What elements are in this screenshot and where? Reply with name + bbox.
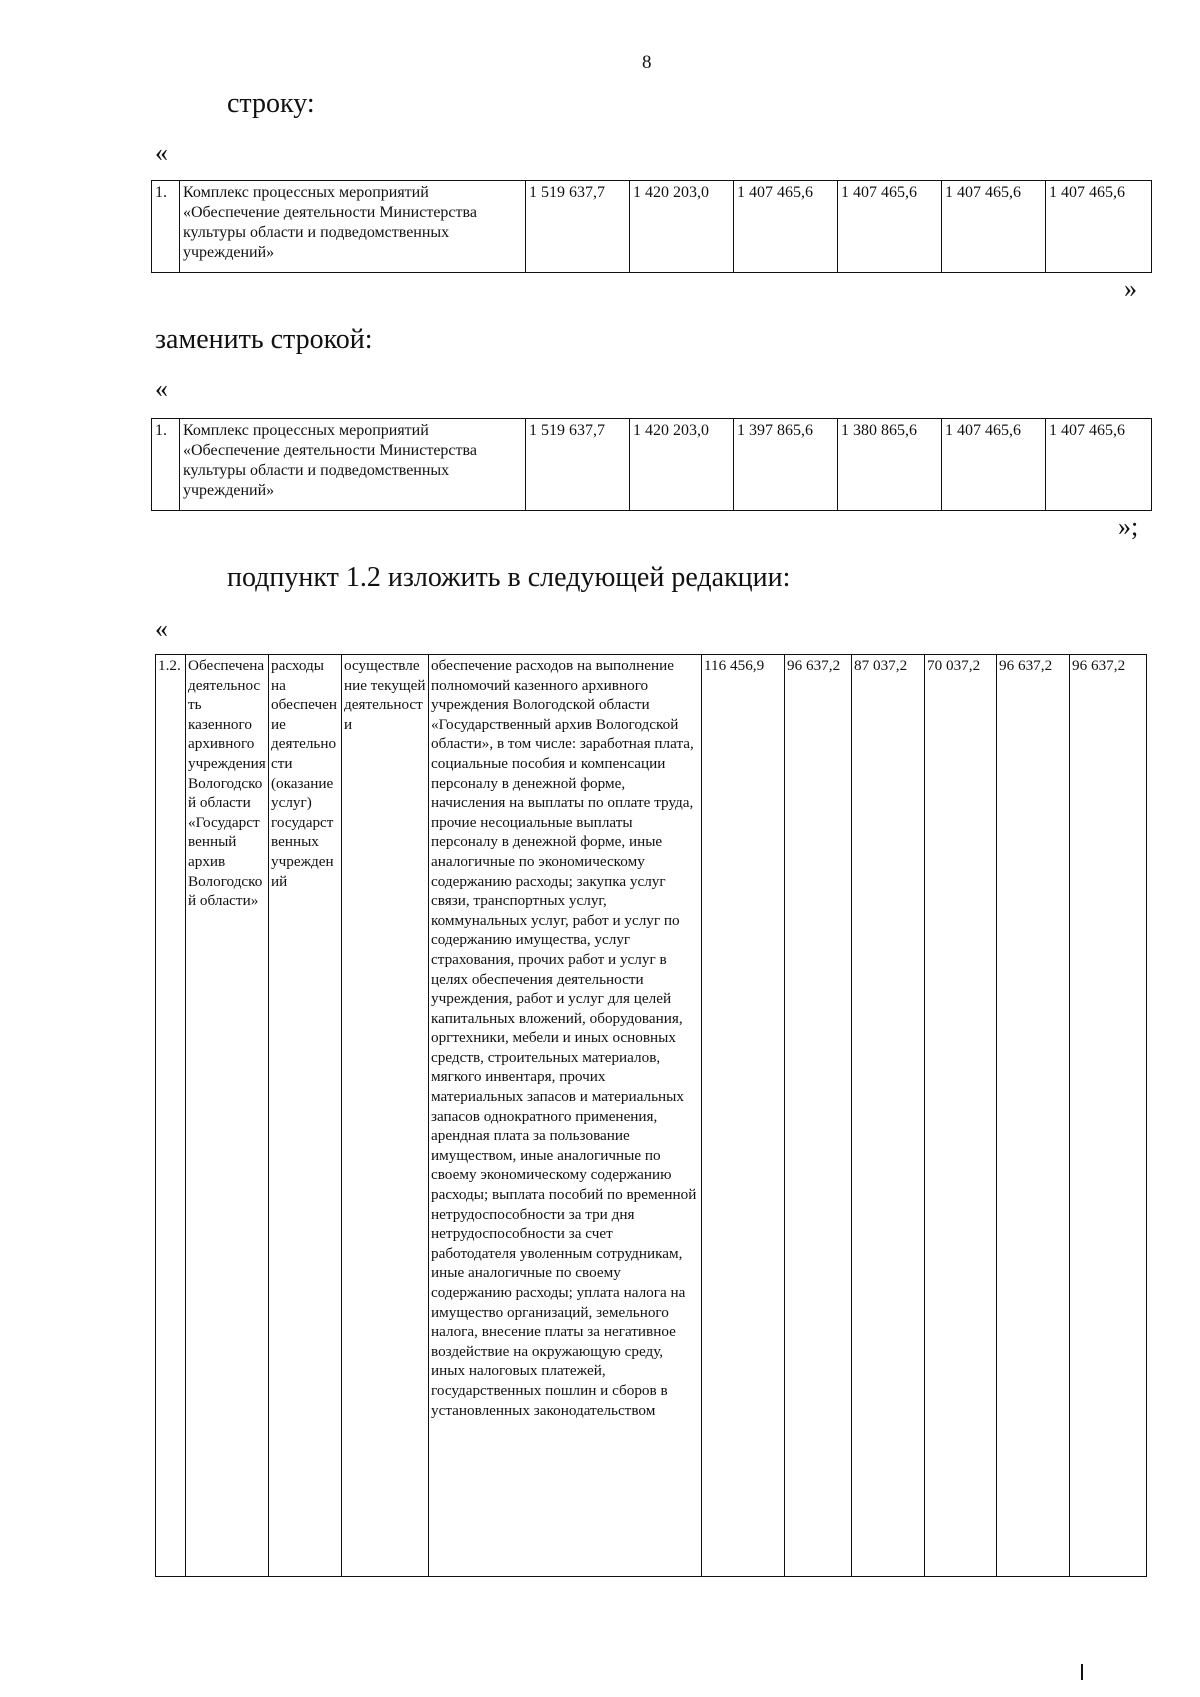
value-cell: 96 637,2 [1070,655,1147,1577]
value-cell: 1 519 637,7 [526,419,630,511]
expense-type: расходы на обеспечение деятельности (оказание услуг) государственных учреждений [269,655,342,1577]
value-cell: 116 456,9 [702,655,785,1577]
activity-kind: осуществление текущей деятельности [342,655,429,1577]
heading-line: строку: [227,88,315,119]
open-quote: « [155,614,168,643]
value-cell: 1 380 865,6 [838,419,942,511]
table-row [156,655,1147,1577]
value-cell: 1 420 203,0 [630,181,734,273]
table-row [152,181,1152,273]
value-cell: 1 407 465,6 [734,181,838,273]
value-cell: 96 637,2 [785,655,852,1577]
value-cell: 1 407 465,6 [942,419,1046,511]
value-cell: 1 407 465,6 [942,181,1046,273]
row-number: 1. [152,419,180,511]
value-cell: 1 420 203,0 [630,419,734,511]
close-quote: » [1124,274,1137,303]
row-number: 1. [152,181,180,273]
value-cell: 1 397 865,6 [734,419,838,511]
value-cell: 87 037,2 [852,655,925,1577]
row-12-table [155,654,1147,1577]
value-cell: 1 519 637,7 [526,181,630,273]
open-quote: « [155,138,168,167]
value-cell: 1 407 465,6 [1046,181,1152,273]
row-name: Комплекс процессных мероприятий «Обеспечение деятельности Министерства культуры области и подведомственных учреждений» [180,419,526,511]
row-name: Обеспечена деятельность казенного архивного учреждения Вологодской области «Государственный архив Вологодской области» [186,655,269,1577]
row-name: Комплекс процессных мероприятий «Обеспечение деятельности Министерства культуры области и подведомственных учреждений» [180,181,526,273]
replace-heading: заменить строкой: [155,324,373,355]
value-cell: 1 407 465,6 [838,181,942,273]
new-row-table [151,418,1152,511]
old-row-table [151,180,1152,273]
description: обеспечение расходов на выполнение полномочий казенного архивного учреждения Вологодской области «Государственный архив Вологодской области», в том числе: заработная плата, социальные пособия и компенсации персоналу в денежной форме, начисления на выплаты по оплате труда, прочие несоциальные выплаты персоналу в денежной форме, иные аналогичные по экономическому содержанию расходы; закупка услуг связи, транспортных услуг, коммунальных услуг, работ и услуг по содержанию имущества, услуг страхования, прочих работ и услуг в целях обеспечения деятельности учреждения, работ и услуг для целей капитальных вложений, оборудования, оргтехники, мебели и иных основных средств, строительных материалов, мягкого инвентаря, прочих материальных запасов и материальных запасов однократного применения, арендная плата за пользование имуществом, иные аналогичные по своему экономическому содержанию расходы; выплата пособий по временной нетрудоспособности за три дня нетрудоспособности за счет работодателя уволенным сотрудникам, иные аналогичные по своему содержанию расходы; уплата налога на имущество организаций, земельного налога, внесение платы за негативное воздействие на окружающую среду, иных налоговых платежей, государственных пошлин и сборов в установленных законодательством [429,655,702,1577]
value-cell: 1 407 465,6 [1046,419,1152,511]
value-cell: 70 037,2 [925,655,997,1577]
close-quote-semicolon: »; [1118,512,1139,541]
table-row [152,419,1152,511]
subitem-heading: подпункт 1.2 изложить в следующей редакции: [227,562,791,593]
margin-mark [1081,1664,1083,1680]
row-number: 1.2. [156,655,186,1577]
open-quote: « [155,374,168,403]
page-number: 8 [642,52,652,73]
value-cell: 96 637,2 [997,655,1070,1577]
